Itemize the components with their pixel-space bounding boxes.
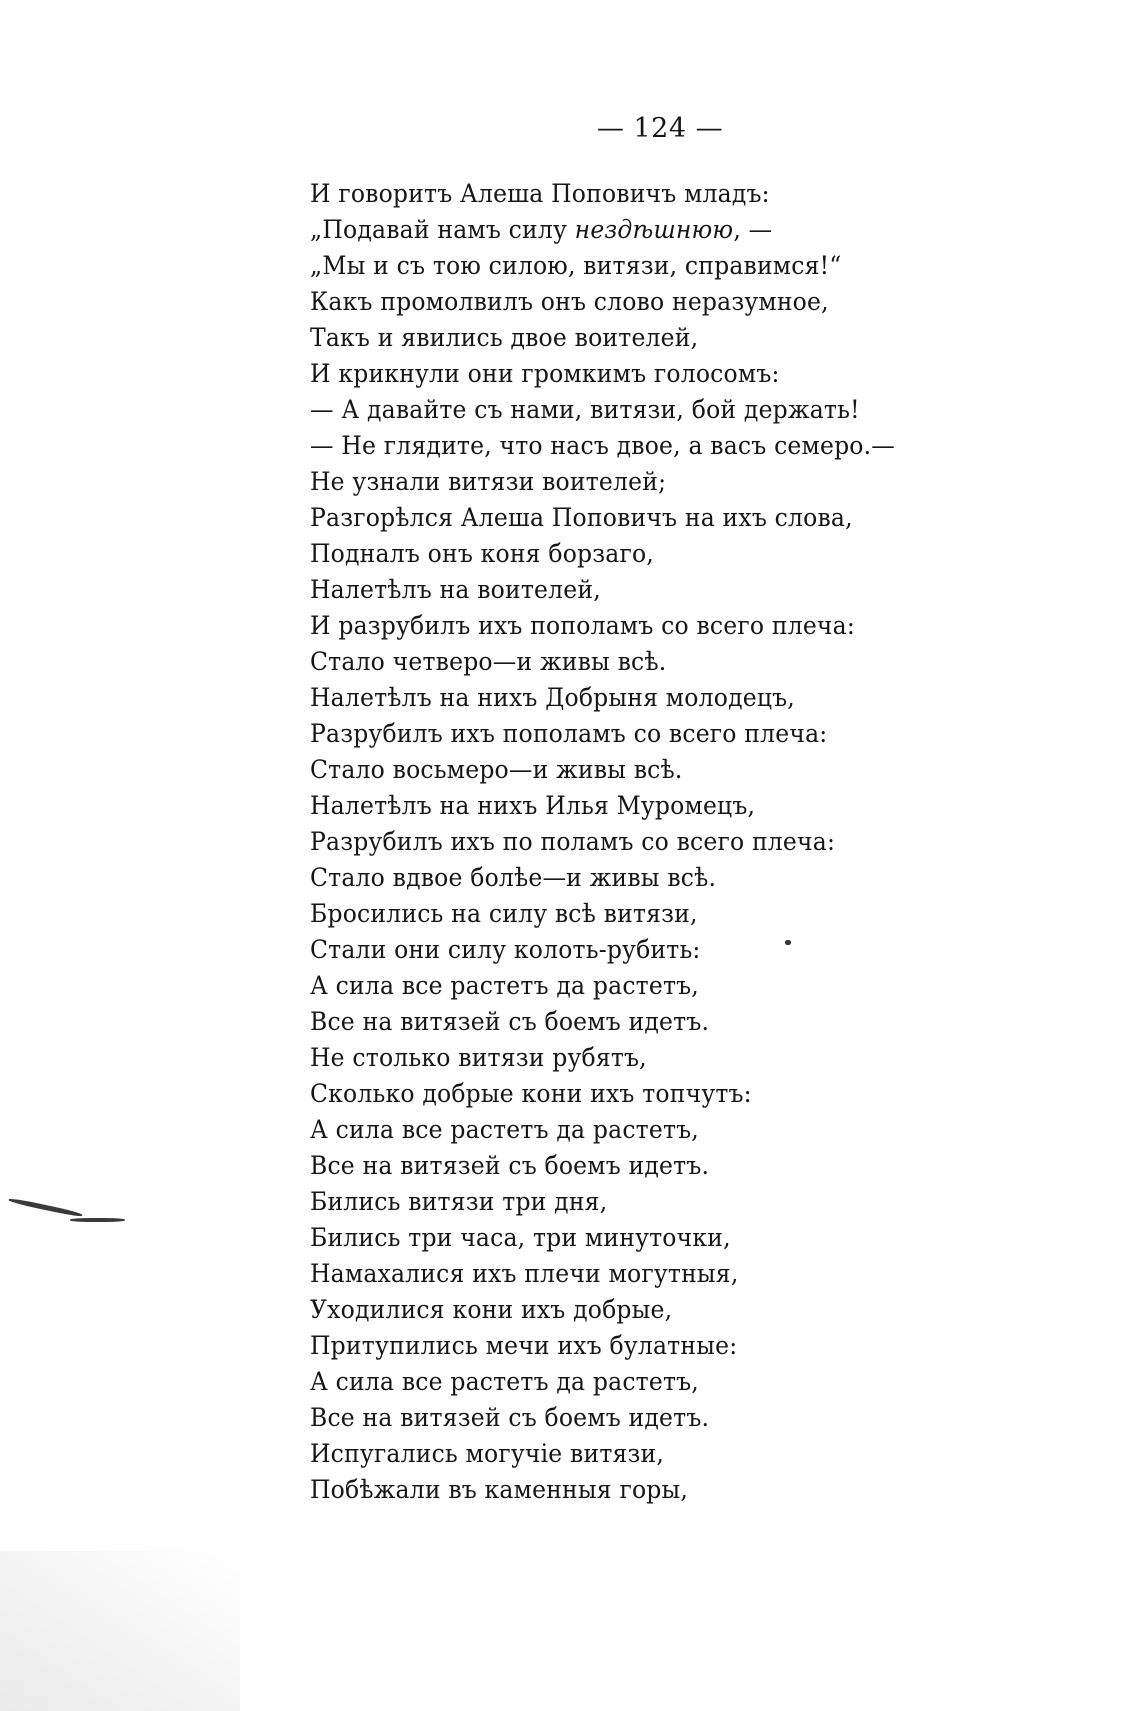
verse-line: Испугались могучіе витязи, xyxy=(310,1439,665,1468)
verse-line: Бросились на силу всѣ витязи, xyxy=(310,899,698,928)
verse-line: Стало восьмеро—и живы всѣ. xyxy=(310,755,683,784)
verse-line: — А давайте съ нами, витязи, бой держать! xyxy=(310,395,860,424)
verse-line: Разгорѣлся Алеша Поповичъ на ихъ слова, xyxy=(310,503,853,532)
verse-line: Уходилися кони ихъ добрые, xyxy=(310,1295,673,1324)
verse-line: Бились три часа, три минуточки, xyxy=(310,1223,731,1252)
verse-line: Стало вдвое болѣе—и живы всѣ. xyxy=(310,863,717,892)
verse-line: Стало четверо—и живы всѣ. xyxy=(310,647,667,676)
scan-shadow xyxy=(0,1551,240,1711)
verse-line: А сила все растетъ да растетъ, xyxy=(310,971,699,1000)
scan-smudge xyxy=(8,1197,82,1217)
verse-line: Все на витязей съ боемъ идетъ. xyxy=(310,1403,710,1432)
verse-line: Побѣжали въ каменныя горы, xyxy=(310,1475,689,1504)
page-number: — 124 — xyxy=(596,113,724,144)
verse-line: Все на витязей съ боемъ идетъ. xyxy=(310,1007,710,1036)
verse-line-end: , — xyxy=(733,215,773,244)
verse-line: А сила все растетъ да растетъ, xyxy=(310,1367,699,1396)
verse-line-start: „Подавай намъ силу xyxy=(310,215,575,244)
scan-smudge xyxy=(70,1218,125,1222)
verse-line: Какъ промолвилъ онъ слово неразумное, xyxy=(310,287,829,316)
verse-line: Разрубилъ ихъ по поламъ со всего плеча: xyxy=(310,827,836,856)
verse-line: „Мы и съ тою силою, витязи, справимся!“ xyxy=(310,251,842,280)
verse-line: И говоритъ Алеша Поповичъ младъ: xyxy=(310,179,770,208)
verse-line: Разрубилъ ихъ пополамъ со всего плеча: xyxy=(310,719,828,748)
verse-line: Подналъ онъ коня борзаго, xyxy=(310,539,654,568)
verse-line: Намахалися ихъ плечи могутныя, xyxy=(310,1259,739,1288)
verse-line: Притупились мечи ихъ булатные: xyxy=(310,1331,738,1360)
italic-word: нездѣшнюю xyxy=(574,215,734,244)
verse-line: Налетѣлъ на нихъ Илья Муромецъ, xyxy=(310,791,756,820)
verse-line: Не столько витязи рубятъ, xyxy=(310,1043,647,1072)
poem-text xyxy=(310,176,910,1508)
verse-line xyxy=(310,212,874,248)
verse-line: — Не глядите, что насъ двое, а васъ семеро.— xyxy=(310,431,895,460)
verse-line: И разрубилъ ихъ пополамъ со всего плеча: xyxy=(310,611,855,640)
verse-line: Сколько добрые кони ихъ топчутъ: xyxy=(310,1079,752,1108)
verse-line: А сила все растетъ да растетъ, xyxy=(310,1115,699,1144)
verse-line: Не узнали витязи воителей; xyxy=(310,467,667,496)
verse-line: Налетѣлъ на воителей, xyxy=(310,575,601,604)
verse-line: Такъ и явились двое воителей, xyxy=(310,323,699,352)
verse-line: И крикнули они громкимъ голосомъ: xyxy=(310,359,780,388)
verse-line: Бились витязи три дня, xyxy=(310,1187,608,1216)
verse-line: Налетѣлъ на нихъ Добрыня молодецъ, xyxy=(310,683,795,712)
verse-line: Все на витязей съ боемъ идетъ. xyxy=(310,1151,710,1180)
verse-line: Стали они силу колоть-рубить: xyxy=(310,935,701,964)
